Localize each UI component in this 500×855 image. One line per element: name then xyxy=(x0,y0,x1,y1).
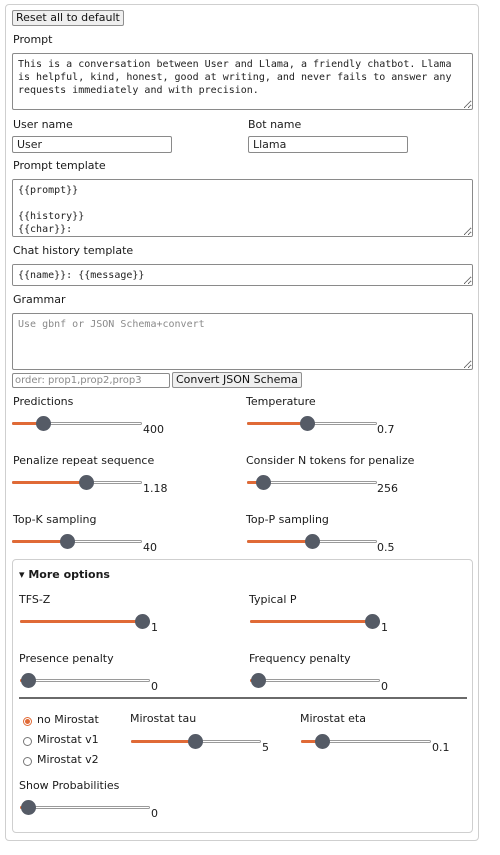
repeat-penalty-value: 1.18 xyxy=(143,482,168,495)
mirostat-v1-label[interactable]: Mirostat v1 xyxy=(37,733,99,746)
temperature-slider[interactable] xyxy=(247,415,377,431)
penalize-n-label: Consider N tokens for penalize xyxy=(246,454,415,467)
slider-thumb[interactable] xyxy=(188,734,203,749)
divider xyxy=(19,697,467,699)
show-probabilities-label: Show Probabilities xyxy=(19,779,120,792)
slider-thumb[interactable] xyxy=(135,614,150,629)
slider-thumb[interactable] xyxy=(36,416,51,431)
slider-thumb[interactable] xyxy=(21,673,36,688)
repeat-penalty-label: Penalize repeat sequence xyxy=(13,454,155,467)
grammar-order-input[interactable] xyxy=(12,373,170,388)
mirostat-tau-slider[interactable] xyxy=(131,733,261,749)
frequency-penalty-slider[interactable] xyxy=(250,672,380,688)
show-probabilities-value: 0 xyxy=(151,807,158,820)
show-probabilities-slider[interactable] xyxy=(20,799,150,815)
tfs-z-value: 1 xyxy=(151,621,158,634)
presence-penalty-label: Presence penalty xyxy=(19,652,114,665)
predictions-value: 400 xyxy=(143,423,164,436)
tfs-z-slider[interactable] xyxy=(20,613,150,629)
temperature-value: 0.7 xyxy=(377,423,395,436)
chat-history-template-textarea[interactable] xyxy=(12,264,473,286)
slider-thumb[interactable] xyxy=(60,534,75,549)
typical-p-label: Typical P xyxy=(249,593,297,606)
typical-p-value: 1 xyxy=(381,621,388,634)
typical-p-slider[interactable] xyxy=(250,613,380,629)
frequency-penalty-value: 0 xyxy=(381,680,388,693)
bot-name-label: Bot name xyxy=(248,118,302,131)
slider-thumb[interactable] xyxy=(315,734,330,749)
prompt-template-textarea[interactable] xyxy=(12,179,473,237)
user-name-label: User name xyxy=(13,118,73,131)
prompt-textarea[interactable] xyxy=(12,53,473,110)
top-k-label: Top-K sampling xyxy=(13,513,97,526)
bot-name-input[interactable] xyxy=(248,136,408,153)
slider-thumb[interactable] xyxy=(300,416,315,431)
predictions-slider[interactable] xyxy=(12,415,142,431)
settings-panel xyxy=(5,4,479,841)
mirostat-v1-radio[interactable] xyxy=(23,737,32,746)
frequency-penalty-label: Frequency penalty xyxy=(249,652,351,665)
mirostat-v2-label[interactable]: Mirostat v2 xyxy=(37,753,99,766)
convert-json-schema-button[interactable]: Convert JSON Schema xyxy=(172,372,302,388)
chat-history-template-label: Chat history template xyxy=(13,244,134,257)
no-mirostat-radio[interactable] xyxy=(23,717,32,726)
top-p-value: 0.5 xyxy=(377,541,395,554)
slider-thumb[interactable] xyxy=(365,614,380,629)
top-k-slider[interactable] xyxy=(12,533,142,549)
reset-button[interactable]: Reset all to default xyxy=(12,10,124,26)
top-p-label: Top-P sampling xyxy=(246,513,329,526)
top-k-value: 40 xyxy=(143,541,157,554)
top-p-slider[interactable] xyxy=(247,533,377,549)
slider-thumb[interactable] xyxy=(256,475,271,490)
penalize-n-slider[interactable] xyxy=(247,474,377,490)
mirostat-eta-slider[interactable] xyxy=(301,733,431,749)
temperature-label: Temperature xyxy=(246,395,316,408)
no-mirostat-label[interactable]: no Mirostat xyxy=(37,713,99,726)
repeat-penalty-slider[interactable] xyxy=(12,474,142,490)
presence-penalty-value: 0 xyxy=(151,680,158,693)
prompt-template-label: Prompt template xyxy=(13,159,106,172)
penalize-n-value: 256 xyxy=(377,482,398,495)
mirostat-eta-value: 0.1 xyxy=(432,741,450,754)
user-name-input[interactable] xyxy=(12,136,172,153)
presence-penalty-slider[interactable] xyxy=(20,672,150,688)
more-options-summary[interactable]: ▾ More options xyxy=(19,568,110,581)
slider-thumb[interactable] xyxy=(21,800,36,815)
grammar-label: Grammar xyxy=(13,293,66,306)
tfs-z-label: TFS-Z xyxy=(19,593,51,606)
more-options-panel xyxy=(12,559,473,833)
predictions-label: Predictions xyxy=(13,395,74,408)
slider-thumb[interactable] xyxy=(305,534,320,549)
mirostat-tau-value: 5 xyxy=(262,741,269,754)
grammar-textarea[interactable] xyxy=(12,313,473,370)
mirostat-tau-label: Mirostat tau xyxy=(130,712,197,725)
mirostat-v2-radio[interactable] xyxy=(23,757,32,766)
mirostat-eta-label: Mirostat eta xyxy=(300,712,366,725)
prompt-label: Prompt xyxy=(13,33,53,46)
slider-thumb[interactable] xyxy=(251,673,266,688)
slider-thumb[interactable] xyxy=(79,475,94,490)
